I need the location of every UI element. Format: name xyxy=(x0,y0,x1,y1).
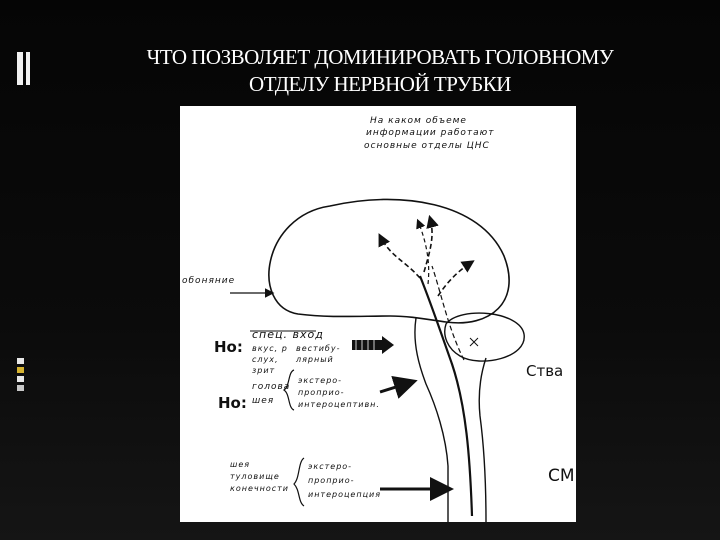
pathway-arrow xyxy=(418,221,429,284)
sense-label: лярный xyxy=(296,355,334,364)
sense-label: слух, xyxy=(252,355,279,364)
receptor-label: проприо- xyxy=(298,388,345,397)
receptor-label: экстеро- xyxy=(298,376,343,385)
spinal-cord-label: СМ xyxy=(548,466,575,486)
cerebellum-outline xyxy=(445,313,524,361)
top-note-line: основные отделы ЦНС xyxy=(364,141,490,151)
brainstem-label: Ства xyxy=(526,362,564,380)
top-note-line: На каком объеме xyxy=(370,116,467,126)
sense-label: зрит xyxy=(252,366,276,375)
cerebrum-outline xyxy=(269,199,509,322)
note-label: Но: xyxy=(218,394,247,412)
slide-decor-bar xyxy=(17,52,23,85)
slide-decor-square xyxy=(17,367,24,373)
special-input-arrow xyxy=(352,336,394,354)
spinal-cord-outline xyxy=(479,358,486,522)
slide-decor-square xyxy=(17,358,24,364)
note-label: Но: xyxy=(214,338,243,356)
slide-decor-square xyxy=(17,385,24,391)
olfaction-label: обоняние xyxy=(182,276,236,286)
receptor-label: проприо- xyxy=(308,476,355,485)
pathway-arrow xyxy=(438,262,472,296)
spinal-cord-outline xyxy=(415,318,448,522)
nervous-system-diagram xyxy=(180,106,576,522)
slide-decor-bar xyxy=(26,52,30,85)
region-label: шея xyxy=(252,396,275,406)
receptor-label: экстеро- xyxy=(308,462,353,471)
pathway-arrow xyxy=(380,236,420,278)
region-label: туловище xyxy=(230,472,280,481)
slide-title xyxy=(80,44,680,98)
slide-title-line: ЧТО ПОЗВОЛЯЕТ ДОМИНИРОВАТЬ ГОЛОВНОМУ xyxy=(146,45,614,69)
special-input-label: спец. вход xyxy=(252,328,324,341)
receptor-label: интероцептивн. xyxy=(298,400,380,409)
sense-label: вкус, р xyxy=(252,344,288,353)
region-label: шея xyxy=(230,460,251,469)
head-neck-arrow xyxy=(380,382,412,392)
receptor-label: интероцепция xyxy=(308,490,382,499)
pathway-arrow xyxy=(424,218,432,272)
sense-label: вестибу- xyxy=(296,344,341,353)
top-note-line: информации работают xyxy=(366,128,495,138)
region-label: конечности xyxy=(230,484,289,493)
slide-decor-square xyxy=(17,376,24,382)
region-label: голова xyxy=(252,382,291,392)
slide-title-line: ОТДЕЛУ НЕРВНОЙ ТРУБКИ xyxy=(249,72,511,96)
